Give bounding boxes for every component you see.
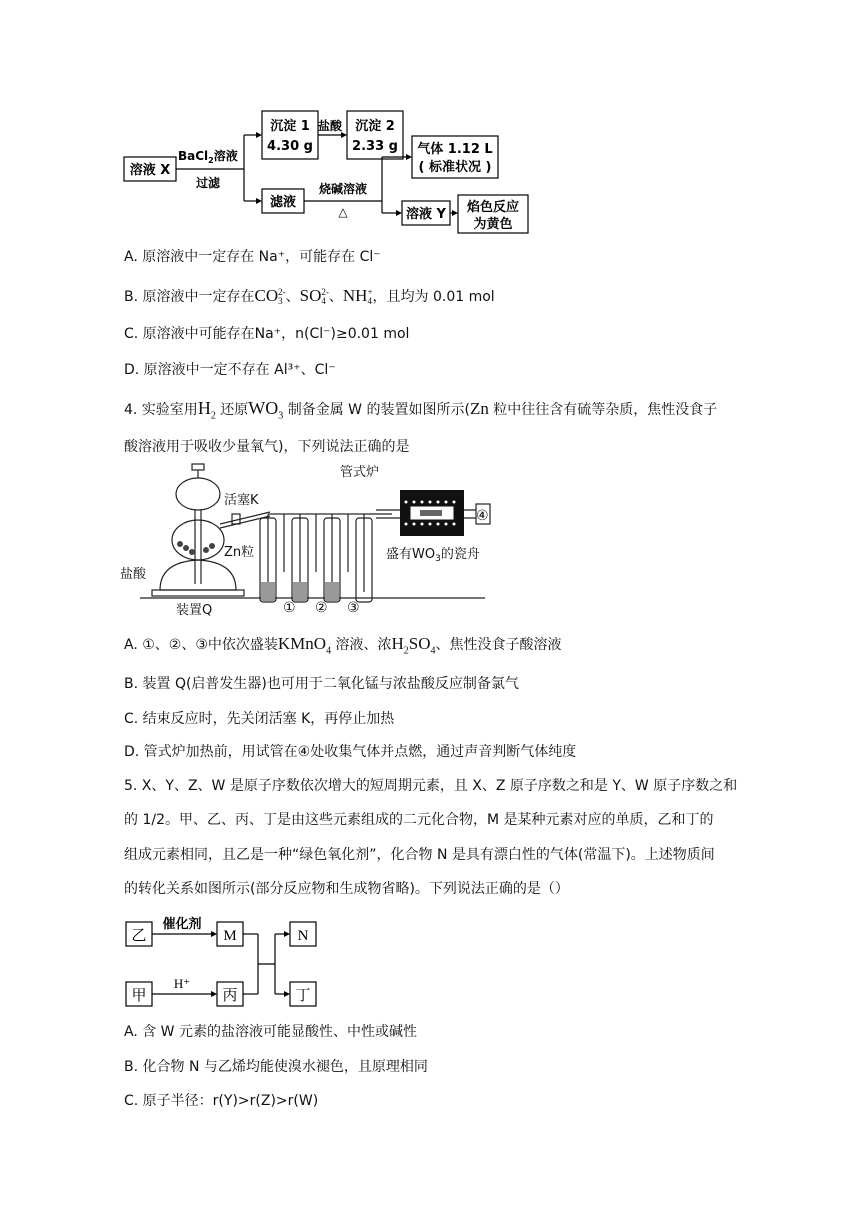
q3-option-c: C. 原溶液中可能存在Na⁺，n(Cl⁻)≥0.01 mol xyxy=(124,326,410,342)
q5-stem-line2: 的 1/2。甲、乙、丙、丁是由这些元素组成的二元化合物，M 是某种元素对应的单质，乙和丁的 xyxy=(124,812,714,828)
q5-stem-line4: 的转化关系如图所示(部分反应物和生成物省略)。下列说法正确的是（） xyxy=(124,881,569,897)
bottle-2-label: ② xyxy=(315,600,328,616)
node-ding: 丁 xyxy=(295,986,311,1004)
boat-label: 盛有$WO_3$的瓷舟 xyxy=(386,547,480,564)
q5-option-b: B. 化合物 N 与乙烯均能使溴水褪色，且原理相同 xyxy=(124,1059,428,1075)
solution-x-label: 溶液 X xyxy=(129,163,171,178)
q4-option-b: B. 装置 Q(启普发生器)也可用于二氧化锰与浓盐酸反应制备氯气 xyxy=(124,676,519,692)
q3-option-d: D. 原溶液中一定不存在 Al³⁺、Cl⁻ xyxy=(124,362,336,378)
q4-stem-line2: 酸溶液用于吸收少量氧气)，下列说法正确的是 xyxy=(124,439,410,455)
gas-condition: ( 标准状况 ) xyxy=(418,160,492,175)
q3-option-b: B. 原溶液中一定存在CO 2- 3 、SO 2- 4 、NH + 4 ，且均为 0.01 mol xyxy=(124,286,495,307)
outlet-4-label: ④ xyxy=(476,508,489,524)
flow-diagram-ion-test xyxy=(120,105,540,235)
solution-y-label: 溶液 Y xyxy=(406,207,446,222)
device-q-label: 装置Q xyxy=(176,603,213,617)
bottle-3-label: ③ xyxy=(347,600,360,616)
node-jia: 甲 xyxy=(131,986,147,1004)
gas-label: 气体 1.12 L xyxy=(417,142,493,157)
q4-option-c: C. 结束反应时，先关闭活塞 K，再停止加热 xyxy=(124,711,395,727)
flame-label: 焰色反应 xyxy=(466,200,520,215)
hcl-label: 盐酸 xyxy=(317,119,343,133)
conversion-diagram xyxy=(120,912,330,1012)
q5-stem-line1: 5. X、Y、Z、W 是原子序数依次增大的短周期元素，且 X、Z 原子序数之和是 Y、W 原子序数之和 xyxy=(124,778,738,794)
zn-label: Zn粒 xyxy=(224,545,255,560)
precip1-mass: 4.30 g xyxy=(267,139,313,154)
q4-option-a: A. ①、②、③中依次盛装KMnO$_4$ 溶液、浓$H_2SO_4$、焦性没食子酸溶液 xyxy=(124,634,562,657)
precip2-mass: 2.33 g xyxy=(352,139,398,154)
filtrate-label: 滤液 xyxy=(269,195,297,210)
furnace-label: 管式炉 xyxy=(340,465,380,480)
bacl2-label: BaCl$_2$溶液 xyxy=(178,149,238,165)
caustic-label: 烧碱溶液 xyxy=(318,182,368,196)
valve-label: 活塞K xyxy=(224,493,259,508)
node-m: M xyxy=(223,928,237,944)
node-yi: 乙 xyxy=(131,926,147,944)
q4-option-d: D. 管式炉加热前，用试管在④处收集气体并点燃，通过声音判断气体纯度 xyxy=(124,744,577,760)
q5-option-c: C. 原子半径：r(Y)>r(Z)>r(W) xyxy=(124,1093,319,1109)
q4-stem-line1: 4. 实验室用$H_2$ 还原$WO_3$ 制备金属 W 的装置如图所示(Zn 粒中往往含有硫等杂质，焦性没食子 xyxy=(124,398,718,422)
q3-option-a: A. 原溶液中一定存在 Na⁺，可能存在 Cl⁻ xyxy=(124,249,381,265)
q5-option-a: A. 含 W 元素的盐溶液可能显酸性、中性或碱性 xyxy=(124,1024,417,1040)
bottle-1-label: ① xyxy=(283,600,296,616)
flame-result: 为黄色 xyxy=(473,217,513,232)
node-n: N xyxy=(297,928,309,944)
filter-label: 过滤 xyxy=(196,176,221,190)
h-plus-label: H⁺ xyxy=(173,976,191,991)
precip1-label: 沉淀 1 xyxy=(270,119,310,134)
node-bing: 丙 xyxy=(222,986,238,1004)
hcl-label: 盐酸 xyxy=(120,567,147,582)
precip2-label: 沉淀 2 xyxy=(355,119,395,134)
heat-label: △ xyxy=(338,205,348,219)
catalyst-label: 催化剂 xyxy=(162,917,202,932)
apparatus-diagram xyxy=(120,462,500,617)
q5-stem-line3: 组成元素相同，且乙是一种“绿色氧化剂”，化合物 N 是具有漂白性的气体(常温下)。上述物质间 xyxy=(124,847,715,863)
